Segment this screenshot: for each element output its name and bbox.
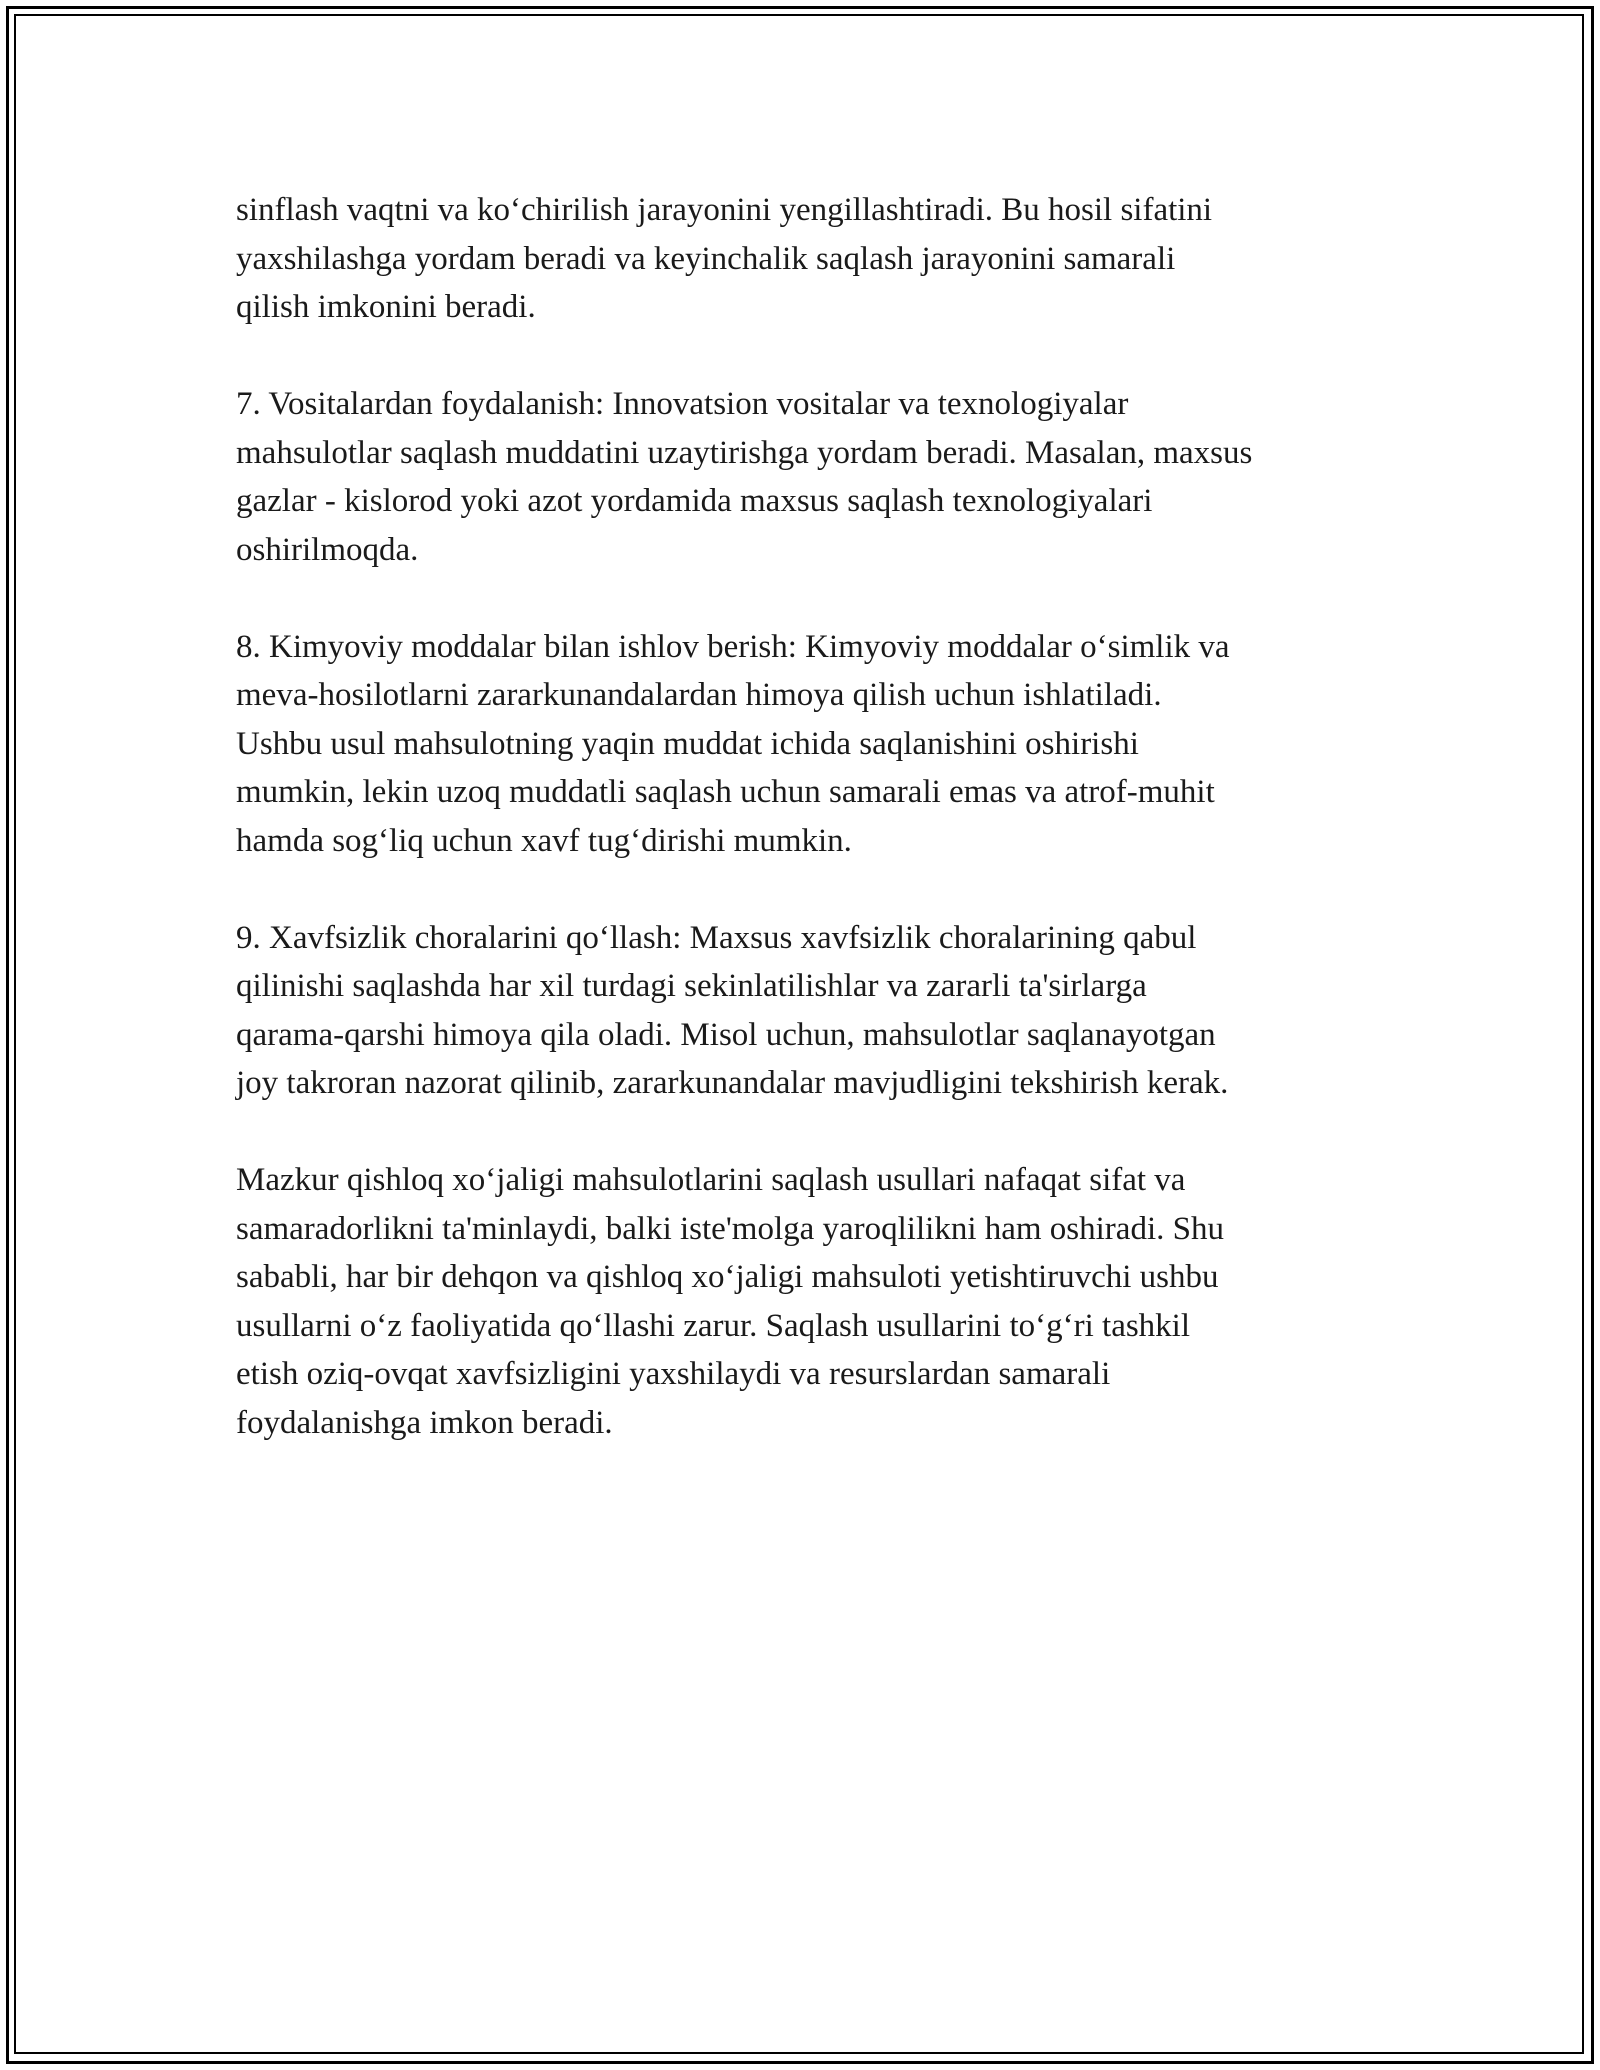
text-line: sababli, har bir dehqon va qishloq xo‘jaligi mahsuloti yetishtiruvchi ushbu <box>236 1259 1219 1295</box>
text-line: yaxshilashga yordam beradi va keyinchalik saqlash jarayonini samarali <box>236 240 1176 277</box>
text-line: samaradorlikni ta'minlaydi, balki iste'molga yaroqlilikni ham oshiradi. Shu <box>236 1210 1224 1247</box>
paragraph-item-9 <box>236 914 1386 1108</box>
text-line: 8. Kimyoviy moddalar bilan ishlov berish: Kimyoviy moddalar o‘simlik va <box>236 628 1230 665</box>
text-line: hamda sog‘liq uchun xavf tug‘dirishi mumkin. <box>236 822 852 859</box>
text-line: 9. Xavfsizlik choralarini qo‘llash: Maxsus xavfsizlik choralarining qabul <box>236 919 1197 956</box>
text-line: meva-hosilotlarni zararkunandalardan himoya qilish uchun ishlatiladi. <box>236 677 1162 713</box>
paragraph-conclusion <box>236 1156 1386 1447</box>
text-line: usullarni o‘z faoliyatida qo‘llashi zarur. Saqlash usullarini to‘g‘ri tashkil <box>236 1307 1191 1344</box>
text-line: foydalanishga imkon beradi. <box>236 1404 613 1441</box>
text-line: mahsulotlar saqlash muddatini uzaytirishga yordam beradi. Masalan, maxsus <box>236 434 1253 471</box>
text-line: Mazkur qishloq xo‘jaligi mahsulotlarini saqlash usullari nafaqat sifat va <box>236 1162 1186 1198</box>
text-line: qilinishi saqlashda har xil turdagi sekinlatilishlar va zararli ta'sirlarga <box>236 968 1147 1004</box>
text-line: oshirilmoqda. <box>236 531 419 568</box>
text-line: gazlar - kislorod yoki azot yordamida maxsus saqlash texnologiyalari <box>236 483 1153 519</box>
text-line: qilish imkonini beradi. <box>236 289 536 325</box>
paragraph-item-7 <box>236 380 1386 574</box>
paragraph-continuation <box>236 186 1386 332</box>
text-line: etish oziq-ovqat xavfsizligini yaxshilaydi va resurslardan samarali <box>236 1356 1111 1392</box>
text-line: qarama-qarshi himoya qila oladi. Misol uchun, mahsulotlar saqlanayotgan <box>236 1016 1216 1053</box>
text-line: 7. Vositalardan foydalanish: Innovatsion vositalar va texnologiyalar <box>236 386 1129 422</box>
text-line: joy takroran nazorat qilinib, zararkunandalar mavjudligini tekshirish kerak. <box>236 1065 1229 1101</box>
document-body <box>236 186 1386 1496</box>
paragraph-item-8 <box>236 623 1386 866</box>
text-line: mumkin, lekin uzoq muddatli saqlash uchun samarali emas va atrof-muhit <box>236 774 1215 810</box>
text-line: Ushbu usul mahsulotning yaqin muddat ichida saqlanishini oshirishi <box>236 725 1139 762</box>
text-line: sinflash vaqtni va ko‘chirilish jarayonini yengillashtiradi. Bu hosil sifatini <box>236 192 1213 228</box>
